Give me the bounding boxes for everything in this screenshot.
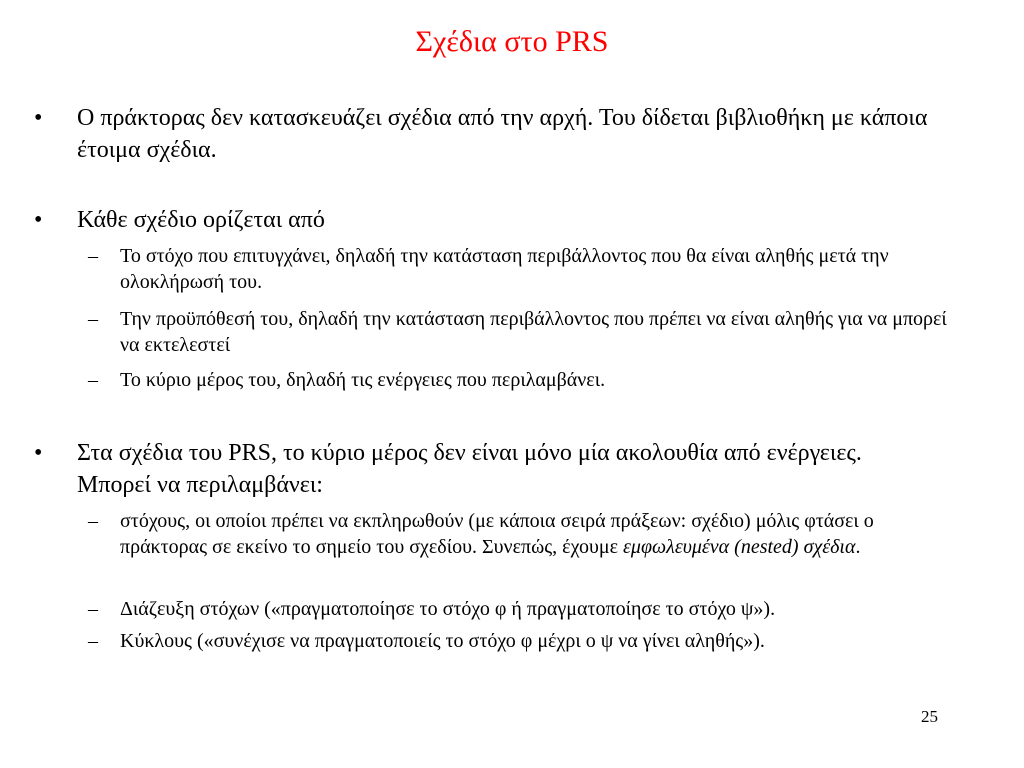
bullet-1: Ο πράκτορας δεν κατασκευάζει σχέδια από την αρχή. Του δίδεται βιβλιοθήκη με κάποια έτοιμα σχέδια. (77, 105, 928, 163)
bullet-marker: • (34, 207, 43, 233)
sub-bullet-marker: – (88, 245, 98, 267)
page-number: 25 (921, 707, 938, 726)
sub-bullet-marker: – (88, 510, 98, 532)
sub-bullet-marker: – (88, 598, 98, 620)
bullet-3-sub-1-end: . (855, 536, 861, 558)
bullet-3-sub-1 (120, 508, 950, 560)
sub-bullet-marker: – (88, 630, 98, 652)
bullet-2-sub-3: Το κύριο μέρος του, δηλαδή τις ενέργειες που περιλαμβάνει. (120, 369, 606, 391)
bullet-marker: • (34, 440, 43, 466)
bullet-3-sub-1-text: στόχους, οι οποίοι πρέπει να εκπληρωθούν (με κάποια σειρά πράξεων: σχέδιο) μόλις φτάσει ο πράκτορας σε εκείνο το σημείο του σχεδίου. Συνεπώς, έχουμε (120, 510, 874, 558)
bullet-3: Στα σχέδια του PRS, το κύριο μέρος δεν είναι μόνο μία ακολουθία από ενέργειες. Μπορεί να περιλαμβάνει: (77, 440, 862, 498)
bullet-3-sub-3: Κύκλους («συνέχισε να πραγματοποιείς το στόχο φ μέχρι ο ψ να γίνει αληθής»). (120, 630, 765, 652)
bullet-2-sub-2: Την προϋπόθεσή του, δηλαδή την κατάσταση περιβάλλοντος που πρέπει να είναι αληθής για να μπορεί να εκτελεστεί (120, 308, 947, 356)
bullet-marker: • (34, 105, 43, 131)
sub-bullet-marker: – (88, 369, 98, 391)
bullet-2: Κάθε σχέδιο ορίζεται από (77, 207, 325, 233)
bullet-3-sub-2: Διάζευξη στόχων («πραγματοποίησε το στόχο φ ή πραγματοποίησε το στόχο ψ»). (120, 598, 776, 620)
bullet-3-sub-1-italic: εμφωλευμένα (nested) σχέδια (623, 536, 856, 558)
sub-bullet-marker: – (88, 308, 98, 330)
bullet-2-sub-1: Το στόχο που επιτυγχάνει, δηλαδή την κατάσταση περιβάλλοντος που θα είναι αληθής μετά την ολοκλήρωσή του. (120, 245, 889, 293)
slide-title: Σχέδια στο PRS (415, 25, 609, 58)
